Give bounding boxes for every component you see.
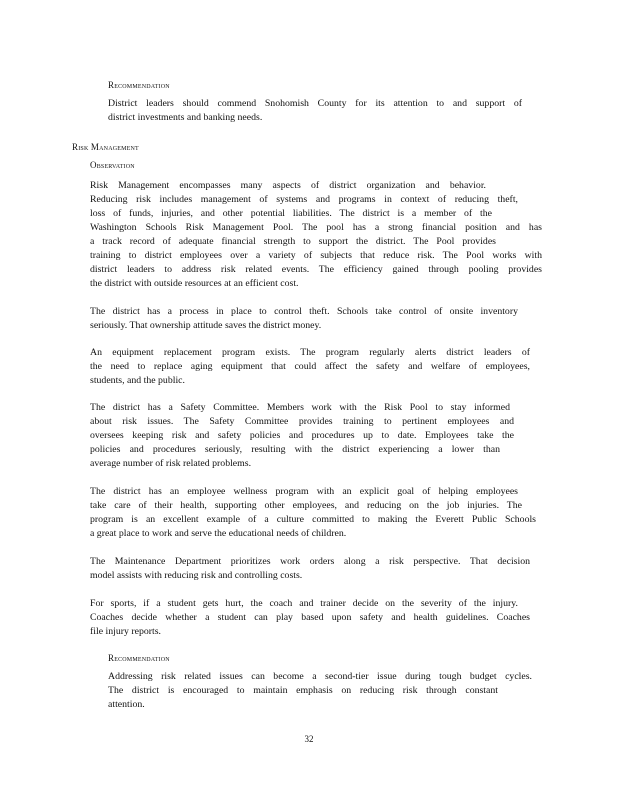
page-number: 32 [304,734,314,744]
paragraph [90,485,536,541]
text-line: file injury reports. [90,626,162,637]
text-line: The district has a Safety Committee. Members work with the Risk Pool to stay informed [90,402,510,413]
text-line: attention. [108,699,145,710]
text-line: a track record of adequate financial strength to support the district. The Pool provides [90,236,496,247]
text-line: oversees keeping risk and safety policies and procedures up to date. Employees take the [90,430,514,441]
section-heading: Risk Management [72,142,139,152]
text-line: For sports, if a student gets hurt, the coach and trainer decide on the severity of the injury. [90,598,518,609]
text-line: Washington Schools Risk Management Pool. The pool has a strong financial position and has [90,222,542,233]
text-line: Reducing risk includes management of systems and programs in context of reducing theft, [90,194,518,205]
text-line: seriously. That ownership attitude saves the district money. [90,320,322,331]
recommendation-heading: Recommendation [108,80,170,90]
text-line: Coaches decide whether a student can play based upon safety and health guidelines. Coaches [90,612,530,623]
text-line: The Maintenance Department prioritizes work orders along a risk perspective. That decision [90,556,530,567]
text-line: policies and procedures seriously, resulting with the district experiencing a lower than [90,444,500,455]
text-line: the district with outside resources at an efficient cost. [90,278,299,289]
text-line: The district is encouraged to maintain emphasis on reducing risk through constant [108,685,498,696]
recommendation-text [108,97,522,125]
paragraph [90,555,530,583]
text-line: district leaders to address risk related events. The efficiency gained through pooling provides [90,264,542,275]
text-line: average number of risk related problems. [90,458,252,469]
text-line: training to district employees over a variety of subjects that reduce risk. The Pool works with [90,250,542,261]
recommendation-heading: Recommendation [108,653,170,663]
text-line: An equipment replacement program exists. The program regularly alerts district leaders of [90,347,530,358]
text-line: a great place to work and serve the educational needs of children. [90,528,347,539]
text-line: The district has a process in place to control theft. Schools take control of onsite inventory [90,306,518,317]
paragraph [90,305,518,333]
text-line: program is an excellent example of a culture committed to making the Everett Public Schools [90,514,536,525]
text-line: district investments and banking needs. [108,112,263,123]
text-line: take care of their health, supporting other employees, and reducing on the job injuries. The [90,500,522,511]
text-line: loss of funds, injuries, and other potential liabilities. The district is a member of the [90,208,492,219]
text-line: model assists with reducing risk and controlling costs. [90,570,303,581]
text-line: about risk issues. The Safety Committee provides training to pertinent employees and [90,416,514,427]
text-line: Addressing risk related issues can become a second-tier issue during tough budget cycles. [108,671,532,682]
paragraph [90,346,530,388]
text-line: students, and the public. [90,375,185,386]
recommendation-text [108,670,532,712]
paragraph [90,597,530,639]
paragraph [90,401,514,471]
text-line: District leaders should commend Snohomish County for its attention to and support of [108,98,522,109]
observation-heading: Observation [90,160,135,170]
text-line: Risk Management encompasses many aspects of district organization and behavior. [90,180,486,191]
paragraph [90,179,542,291]
text-line: the need to replace aging equipment that could affect the safety and welfare of employees, [90,361,530,372]
text-line: The district has an employee wellness program with an explicit goal of helping employees [90,486,518,497]
